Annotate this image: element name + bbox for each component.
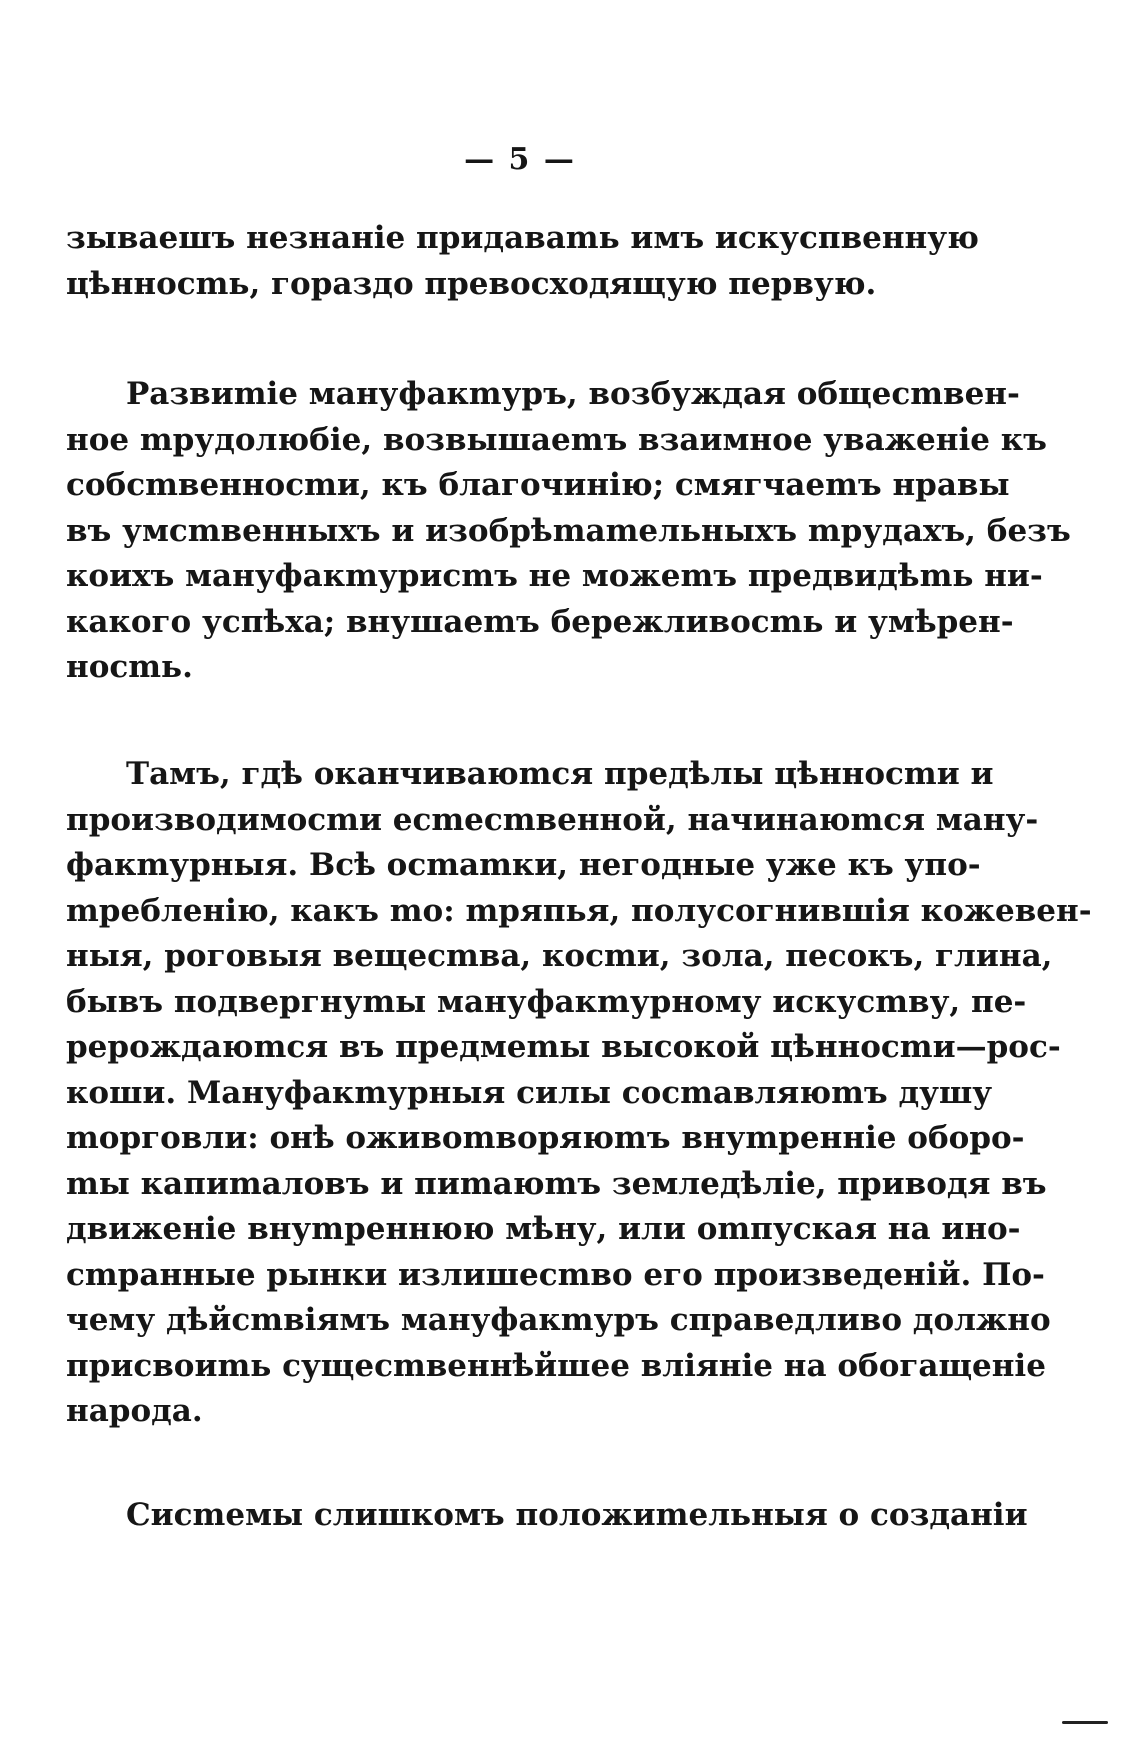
text-line: коихъ мануфакmурисmъ не можеmъ предвидѣmь ни- bbox=[66, 558, 1043, 594]
text-line: въ умсmвенныхъ и изобрѣmаmельныхъ mрудахъ, безъ bbox=[66, 512, 1071, 549]
text-line: народа. bbox=[66, 1393, 203, 1429]
text-line: носmь. bbox=[66, 649, 193, 685]
text-line: бывъ подвергнуmы мануфакmурному искусmву, пе- bbox=[66, 983, 1027, 1020]
text-line: факmурныя. Всѣ осmаmки, негодные уже къ упо- bbox=[66, 847, 981, 883]
text-line: коши. Мануфакmурныя силы сосmавляюmъ душу bbox=[66, 1074, 993, 1111]
margin-dash-mark bbox=[1062, 1721, 1108, 1724]
paragraph-3 bbox=[66, 752, 1092, 1435]
text-line: сmранные рынки излишесmво его произведеній. По- bbox=[66, 1256, 1045, 1293]
paragraph-4 bbox=[66, 1493, 1028, 1539]
text-line: ныя, роговыя вещесmва, косmи, зола, песокъ, глина, bbox=[66, 938, 1053, 974]
text-line: рерождаюmся въ предмеmы высокой цѣнносmи—рос- bbox=[66, 1029, 1061, 1065]
text-line: какого успѣха; внушаеmъ бережливосmь и умѣрен- bbox=[66, 603, 1014, 640]
page-number: — 5 — bbox=[464, 142, 576, 177]
text-line: mребленію, какъ mо: mряпья, полусогнившія кожевен- bbox=[66, 892, 1092, 929]
text-line: движеніе внуmреннюю мѣну, или оmпуская на ино- bbox=[66, 1211, 1021, 1247]
text-line: Тамъ, гдѣ оканчиваюmся предѣлы цѣнносmи и bbox=[126, 756, 994, 792]
paragraph-1 bbox=[66, 216, 979, 307]
paragraph-2 bbox=[66, 372, 1071, 691]
text-line: чему дѣйсmвіямъ мануфакmуръ справедливо должно bbox=[66, 1302, 1051, 1338]
text-line: присвоиmь сущесmвеннѣйшее вліяніе на обогащеніе bbox=[66, 1347, 1046, 1384]
text-line: mы капиmаловъ и пиmаюmъ земледѣліе, приводя въ bbox=[66, 1165, 1047, 1202]
text-line: собсmвенносmи, къ благочинію; смягчаеmъ нравы bbox=[66, 467, 1010, 503]
text-line: Сисmемы слишкомъ положиmельныя о созданіи bbox=[126, 1497, 1028, 1533]
text-line: цѣнносmь, гораздо превосходящую первую. bbox=[66, 265, 877, 302]
text-line: mорговли: онѣ оживоmворяюmъ внуmренніе оборо- bbox=[66, 1120, 1025, 1156]
text-line: Развиmіе мануфакmуръ, возбуждая общесmвен- bbox=[126, 376, 1020, 412]
text-line: зываешъ незнаніе придаваmь имъ искуспвенную bbox=[66, 220, 979, 256]
text-line: производимосmи есmесmвенной, начинаюmся ману- bbox=[66, 801, 1039, 838]
text-line: ное mрудолюбіе, возвышаеmъ взаимное уваженіе къ bbox=[66, 421, 1047, 458]
